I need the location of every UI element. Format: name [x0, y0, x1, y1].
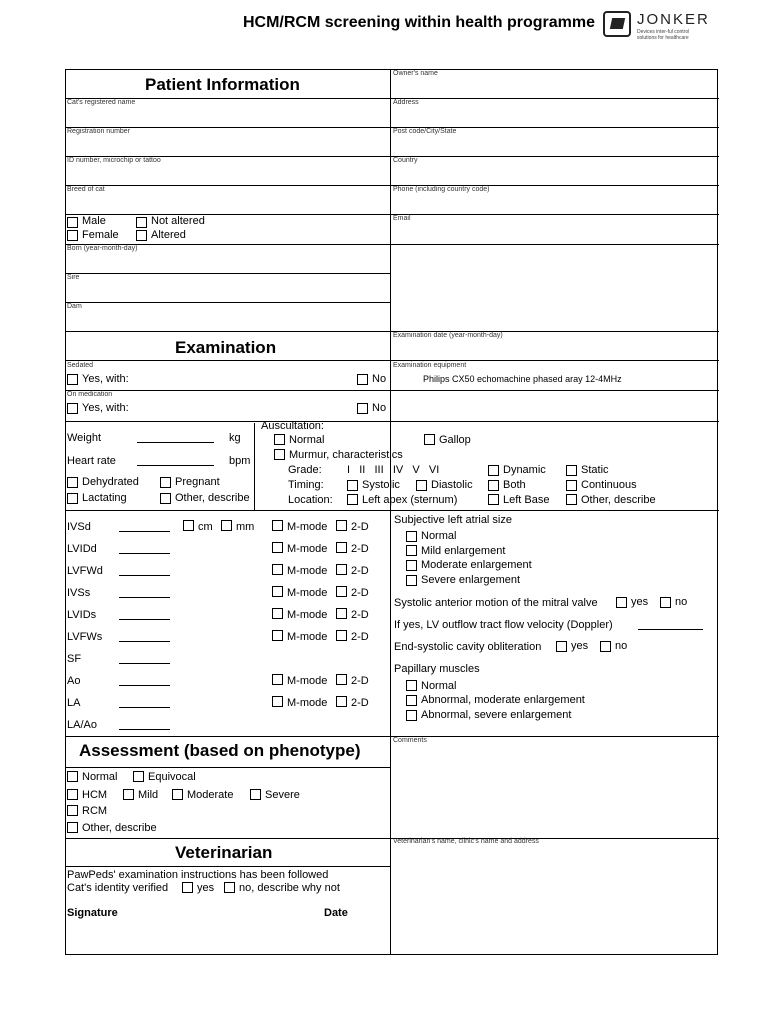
ao-input[interactable]: [119, 685, 170, 686]
female-checkbox[interactable]: [67, 230, 78, 241]
sf-input[interactable]: [119, 663, 170, 664]
twod-label: 2-D: [351, 587, 369, 599]
lvids-2d-checkbox[interactable]: [336, 608, 347, 619]
sam-yes-checkbox[interactable]: [616, 597, 627, 608]
examination-heading: Examination: [175, 338, 277, 357]
divider: [254, 423, 255, 510]
other-location-checkbox[interactable]: [566, 494, 577, 505]
born-label: Born (year-month-day): [67, 245, 138, 252]
email-label: Email: [393, 215, 411, 222]
location-label: Location:: [288, 494, 333, 506]
lvfws-input[interactable]: [119, 641, 170, 642]
dehydrated-label: Dehydrated: [82, 476, 139, 488]
left-base-label: Left Base: [503, 494, 550, 506]
left-apex-label: Left apex (sternum): [362, 494, 458, 506]
twod-label: 2-D: [351, 697, 369, 709]
measure-label-ao: Ao: [67, 675, 81, 687]
static-label: Static: [581, 464, 609, 476]
assess-severe-label: Severe: [265, 789, 300, 801]
divider: [66, 421, 719, 422]
measure-label-ivsd: IVSd: [67, 521, 91, 533]
measure-label-ivss: IVSs: [67, 587, 91, 599]
kg-unit: kg: [229, 432, 241, 444]
other-condition-checkbox[interactable]: [160, 493, 171, 504]
assess-mild-label: Mild: [138, 789, 159, 801]
la-2d-checkbox[interactable]: [336, 696, 347, 707]
logo-tag-2: solutions for healthcare: [637, 35, 689, 41]
left-apex-checkbox[interactable]: [347, 494, 358, 505]
sedated-yes-label: Yes, with:: [82, 373, 129, 385]
mmode-label: M-mode: [287, 697, 328, 709]
measure-label-lvids: LVIDs: [67, 609, 97, 621]
divider: [66, 866, 390, 867]
vet-info-label: Veterinarian's name, clinic's name and address: [393, 838, 539, 845]
male-checkbox[interactable]: [67, 217, 78, 228]
identity-yes-checkbox[interactable]: [182, 882, 193, 893]
weight-input[interactable]: [137, 442, 214, 443]
diastolic-label: Diastolic: [431, 479, 473, 491]
twod-label: 2-D: [351, 521, 369, 533]
gallop-label: Gallop: [439, 434, 471, 446]
divider: [390, 156, 719, 157]
ivsd-input[interactable]: [119, 531, 170, 532]
medication-yes-label: Yes, with:: [82, 402, 129, 414]
lvot-input[interactable]: [638, 629, 703, 630]
pap-normal-label: Normal: [421, 680, 457, 692]
veterinarian-heading: Veterinarian: [175, 843, 273, 862]
assess-normal-label: Normal: [82, 771, 118, 783]
murmur-checkbox[interactable]: [274, 449, 285, 460]
lvfwd-2d-checkbox[interactable]: [336, 564, 347, 575]
heart-rate-label: Heart rate: [67, 455, 116, 467]
divider: [390, 98, 719, 99]
assessment-heading: Assessment (based on phenotype): [79, 741, 361, 760]
divider: [66, 390, 390, 391]
left-base-checkbox[interactable]: [488, 494, 499, 505]
la-mmode-checkbox[interactable]: [272, 696, 283, 707]
sedated-label: Sedated: [67, 362, 94, 369]
altered-label: Altered: [151, 229, 186, 241]
identity-no-label: no, describe why not: [239, 882, 340, 894]
divider: [390, 244, 719, 245]
ao-mmode-checkbox[interactable]: [272, 674, 283, 685]
pap-normal-checkbox[interactable]: [406, 680, 417, 691]
cm-label: cm: [198, 521, 213, 533]
divider: [66, 273, 390, 274]
date-label: Date: [324, 907, 348, 919]
breed-label: Breed of cat: [67, 186, 105, 193]
divider: [66, 214, 390, 215]
sire-label: Sire: [67, 274, 80, 281]
assess-hcm-label: HCM: [82, 789, 108, 801]
lvids-mmode-checkbox[interactable]: [272, 608, 283, 619]
equipment-value: Philips CX50 echomachine phased aray 12-4MHz: [423, 374, 622, 384]
lactating-checkbox[interactable]: [67, 493, 78, 504]
identity-no-checkbox[interactable]: [224, 882, 235, 893]
assess-rcm-checkbox[interactable]: [67, 805, 78, 816]
mmode-label: M-mode: [287, 587, 328, 599]
divider: [390, 70, 391, 510]
sam-yes-label: yes: [631, 596, 649, 608]
owner-name-label: Owner's name: [393, 70, 438, 77]
la-ao-input[interactable]: [119, 729, 170, 730]
divider: [66, 510, 719, 511]
continuous-checkbox[interactable]: [566, 480, 577, 491]
other-condition-label: Other, describe: [175, 492, 250, 504]
postcode-label: Post code/City/State: [393, 128, 457, 135]
murmur-label: Murmur, characteristics: [289, 449, 403, 461]
assess-normal-checkbox[interactable]: [67, 771, 78, 782]
assess-moderate-checkbox[interactable]: [172, 789, 183, 800]
id-number-label: ID number, microchip or tattoo: [67, 157, 161, 164]
lvot-label: If yes, LV outflow tract flow velocity (Doppler): [394, 619, 613, 631]
identity-yes-label: yes: [197, 882, 215, 894]
mmode-label: M-mode: [287, 609, 328, 621]
cm-checkbox[interactable]: [183, 520, 194, 531]
endsys-yes-checkbox[interactable]: [556, 641, 567, 652]
mmode-label: M-mode: [287, 543, 328, 555]
twod-label: 2-D: [351, 631, 369, 643]
assess-mild-checkbox[interactable]: [123, 789, 134, 800]
page-title: HCM/RCM screening within health programme: [242, 14, 595, 31]
ivsd-2d-checkbox[interactable]: [336, 520, 347, 531]
gallop-checkbox[interactable]: [424, 434, 435, 445]
patient-info-heading: Patient Information: [145, 75, 300, 94]
mm-label: mm: [236, 521, 255, 533]
assess-other-label: Other, describe: [82, 822, 157, 834]
assess-other-checkbox[interactable]: [67, 822, 78, 833]
medication-no-label: No: [372, 402, 387, 414]
grade-label: Grade:: [288, 464, 322, 476]
divider: [66, 185, 390, 186]
measure-label-sf: SF: [67, 653, 82, 665]
identity-verified-label: Cat's identity verified: [67, 882, 169, 894]
assess-equivocal-label: Equivocal: [148, 771, 196, 783]
ausc-normal-checkbox[interactable]: [274, 434, 285, 445]
form-frame: [65, 69, 718, 955]
assess-moderate-label: Moderate: [187, 789, 234, 801]
assess-severe-checkbox[interactable]: [250, 789, 261, 800]
atrial-mild-checkbox[interactable]: [406, 545, 417, 556]
mmode-label: M-mode: [287, 565, 328, 577]
ao-2d-checkbox[interactable]: [336, 674, 347, 685]
country-label: Country: [393, 157, 418, 164]
registered-name-label: Cat's registered name: [67, 99, 136, 106]
atrial-mild-label: Mild enlargement: [421, 545, 506, 557]
measure-label-la: LA: [67, 697, 81, 709]
equipment-label: Examination equipment: [393, 362, 467, 369]
lvfwd-input[interactable]: [119, 575, 170, 576]
endsys-label: End-systolic cavity obliteration: [394, 641, 542, 653]
address-label: Address: [393, 99, 419, 106]
assess-equivocal-checkbox[interactable]: [133, 771, 144, 782]
medication-yes-checkbox[interactable]: [67, 403, 78, 414]
twod-label: 2-D: [351, 543, 369, 555]
both-checkbox[interactable]: [488, 480, 499, 491]
male-label: Male: [82, 215, 106, 227]
atrial-severe-checkbox[interactable]: [406, 575, 417, 586]
weight-label: Weight: [67, 432, 102, 444]
lactating-label: Lactating: [82, 492, 127, 504]
lvfwd-mmode-checkbox[interactable]: [272, 564, 283, 575]
grade-options: I II III IV V VI: [347, 464, 440, 476]
not-altered-checkbox[interactable]: [136, 217, 147, 228]
mmode-label: M-mode: [287, 631, 328, 643]
dynamic-checkbox[interactable]: [488, 465, 499, 476]
divider: [390, 390, 719, 391]
exam-date-label: Examination date (year-month-day): [393, 332, 503, 339]
diastolic-checkbox[interactable]: [416, 480, 427, 491]
continuous-label: Continuous: [581, 479, 637, 491]
endsys-no-label: no: [615, 640, 628, 652]
bpm-unit: bpm: [229, 455, 251, 467]
measure-label-lvidd: LVIDd: [67, 543, 97, 555]
heart-rate-input[interactable]: [137, 465, 214, 466]
lvidd-input[interactable]: [119, 553, 170, 554]
sam-no-checkbox[interactable]: [660, 597, 671, 608]
sedated-yes-checkbox[interactable]: [67, 374, 78, 385]
dynamic-label: Dynamic: [503, 464, 546, 476]
twod-label: 2-D: [351, 675, 369, 687]
measure-label-lvfws: LVFWs: [67, 631, 103, 643]
instructions-text: PawPeds' examination instructions has been followed: [67, 869, 329, 881]
pregnant-checkbox[interactable]: [160, 477, 171, 488]
atrial-normal-checkbox[interactable]: [406, 531, 417, 542]
static-checkbox[interactable]: [566, 465, 577, 476]
divider: [66, 331, 390, 332]
endsys-yes-label: yes: [571, 640, 589, 652]
ivss-input[interactable]: [119, 597, 170, 598]
divider: [390, 214, 719, 215]
divider: [66, 302, 390, 303]
jonker-logo: [603, 11, 733, 41]
pregnant-label: Pregnant: [175, 476, 220, 488]
lvfws-mmode-checkbox[interactable]: [272, 630, 283, 641]
divider: [66, 360, 719, 361]
registration-number-label: Registration number: [67, 128, 131, 135]
lvidd-2d-checkbox[interactable]: [336, 542, 347, 553]
lvfws-2d-checkbox[interactable]: [336, 630, 347, 641]
altered-checkbox[interactable]: [136, 230, 147, 241]
measure-label-la-ao: LA/Ao: [67, 719, 97, 731]
sedated-no-label: No: [372, 373, 387, 385]
systolic-checkbox[interactable]: [347, 480, 358, 491]
dehydrated-checkbox[interactable]: [67, 477, 78, 488]
divider: [390, 510, 391, 955]
atrial-moderate-label: Moderate enlargement: [421, 559, 532, 571]
timing-label: Timing:: [288, 479, 324, 491]
mmode-label: M-mode: [287, 675, 328, 687]
mm-checkbox[interactable]: [221, 520, 232, 531]
female-label: Female: [82, 229, 119, 241]
pap-moderate-checkbox[interactable]: [406, 695, 417, 706]
auscultation-label: Auscultation:: [261, 420, 324, 432]
assess-rcm-label: RCM: [82, 805, 108, 817]
la-input[interactable]: [119, 707, 170, 708]
mmode-label: M-mode: [287, 521, 328, 533]
ivss-mmode-checkbox[interactable]: [272, 586, 283, 597]
logo-tagline: [637, 29, 689, 41]
papillary-label: Papillary muscles: [394, 663, 480, 675]
atrial-severe-label: Severe enlargement: [421, 574, 521, 586]
sam-no-label: no: [675, 596, 688, 608]
atrial-normal-label: Normal: [421, 530, 457, 542]
dam-label: Dam: [67, 303, 82, 310]
logo-tag-1: Devices inter-ful control: [637, 29, 690, 35]
endsys-no-checkbox[interactable]: [600, 641, 611, 652]
other-location-label: Other, describe: [581, 494, 656, 506]
both-label: Both: [503, 479, 526, 491]
pap-severe-checkbox[interactable]: [406, 710, 417, 721]
logo-name: JONKER: [637, 11, 710, 28]
atrial-moderate-checkbox[interactable]: [406, 560, 417, 571]
atrial-size-heading: Subjective left atrial size: [394, 514, 512, 526]
pap-moderate-label: Abnormal, moderate enlargement: [421, 694, 585, 706]
comments-label: Comments: [393, 737, 427, 744]
not-altered-label: Not altered: [151, 215, 205, 227]
lvids-input[interactable]: [119, 619, 170, 620]
sam-label: Systolic anterior motion of the mitral valve: [394, 597, 598, 609]
medication-no-checkbox[interactable]: [357, 403, 368, 414]
twod-label: 2-D: [351, 565, 369, 577]
divider: [66, 767, 390, 768]
phone-label: Phone (including country code): [393, 186, 490, 193]
pap-severe-label: Abnormal, severe enlargement: [421, 709, 572, 721]
assess-hcm-checkbox[interactable]: [67, 789, 78, 800]
lvidd-mmode-checkbox[interactable]: [272, 542, 283, 553]
signature-label: Signature: [67, 907, 118, 919]
measure-label-lvfwd: LVFWd: [67, 565, 103, 577]
logo-mark-icon: [603, 11, 631, 37]
twod-label: 2-D: [351, 609, 369, 621]
ivss-2d-checkbox[interactable]: [336, 586, 347, 597]
medication-label: On medication: [67, 391, 113, 398]
ivsd-mmode-checkbox[interactable]: [272, 520, 283, 531]
systolic-label: Systolic: [362, 479, 400, 491]
sedated-no-checkbox[interactable]: [357, 374, 368, 385]
ausc-normal-label: Normal: [289, 434, 325, 446]
